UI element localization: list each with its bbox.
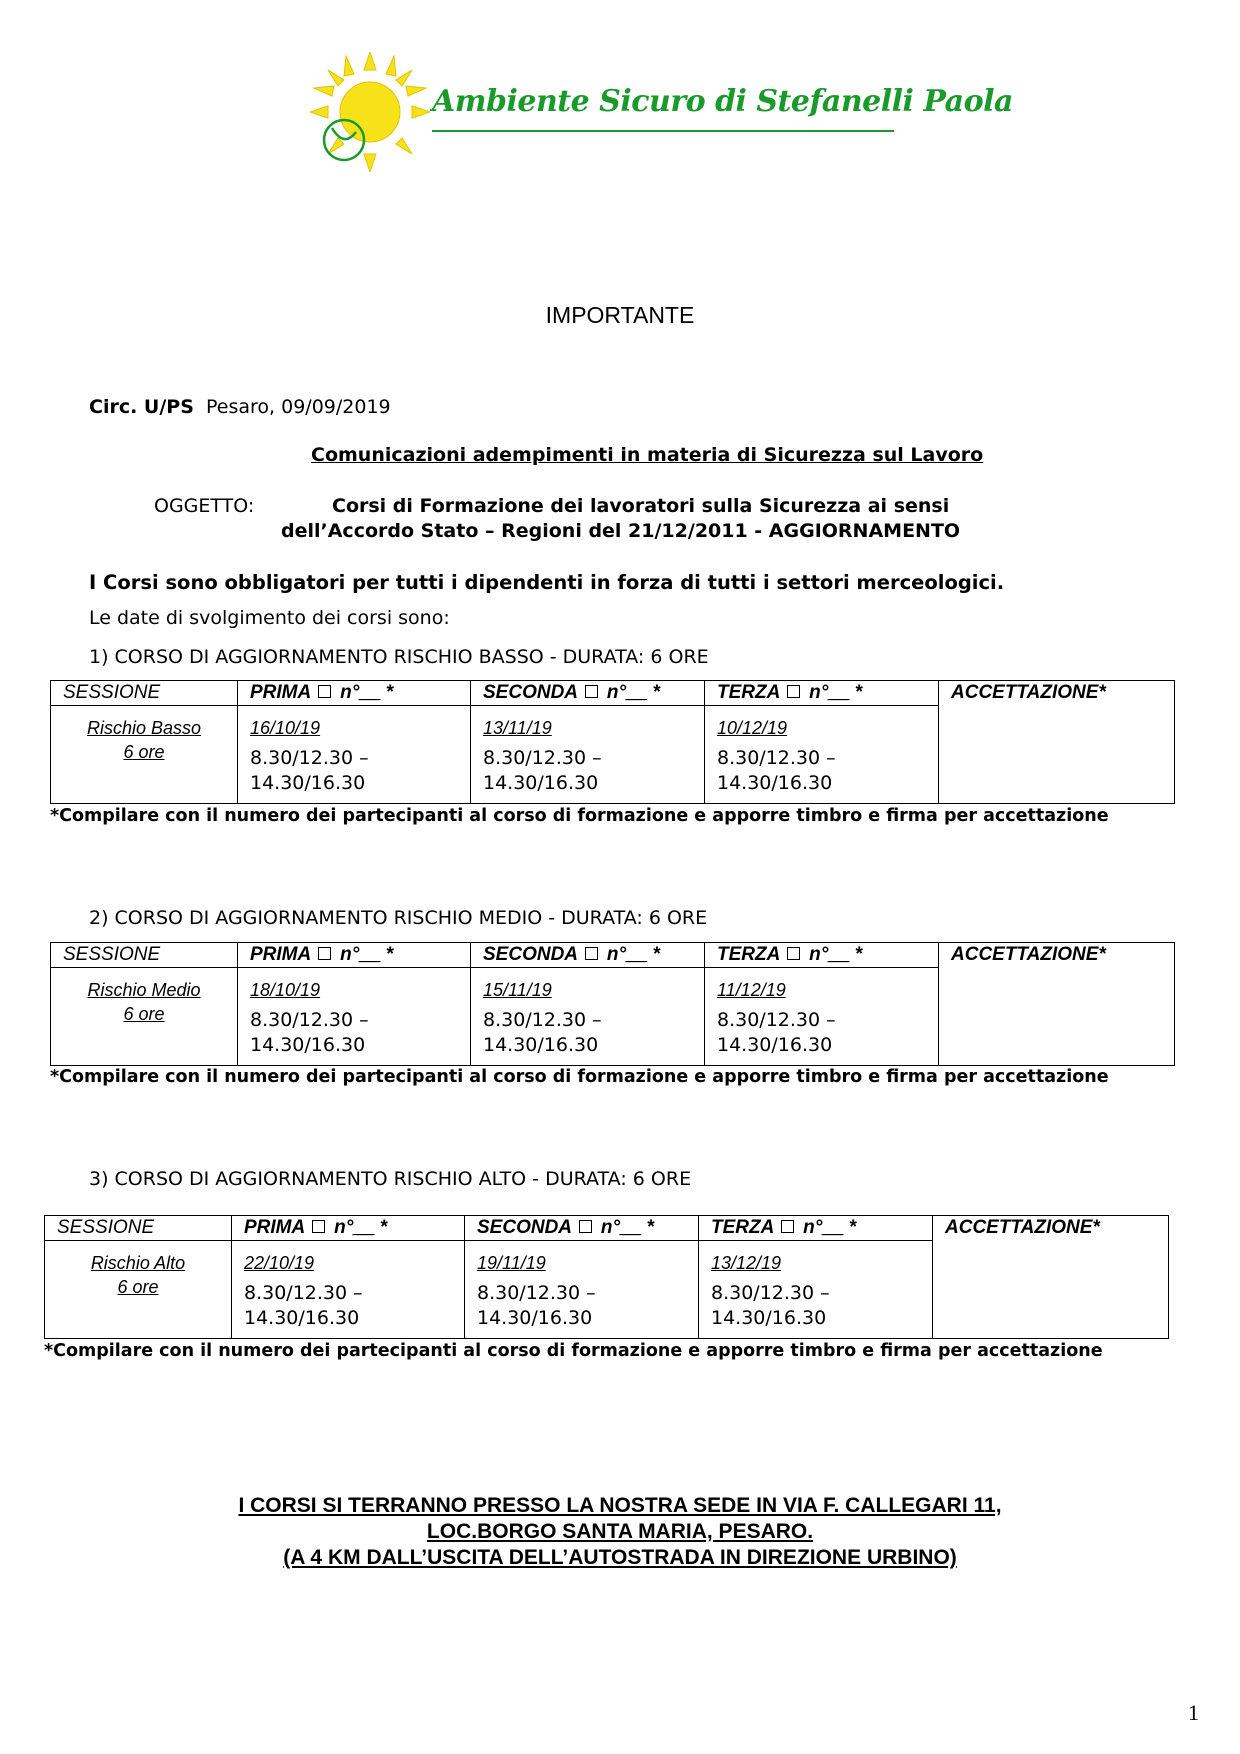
asterisk: * xyxy=(380,944,394,965)
page-number: 1 xyxy=(1188,1700,1199,1725)
header-label: SECONDA xyxy=(483,682,578,703)
asterisk: * xyxy=(374,1217,388,1238)
header-label: PRIMA xyxy=(250,944,311,965)
count-blank[interactable]: __ xyxy=(828,944,850,965)
header-third xyxy=(705,681,939,706)
obligatory-notice: I Corsi sono obbligatori per tutti i dipendenti in forza di tutti i settori merceologici. xyxy=(89,571,1005,594)
count-blank[interactable]: __ xyxy=(626,682,648,703)
sun-logo-icon xyxy=(310,52,430,172)
time-afternoon: 14.30/16.30 xyxy=(717,1034,833,1056)
time-afternoon: 14.30/16.30 xyxy=(250,1034,366,1056)
time-morning: 8.30/12.30 – xyxy=(250,1009,369,1031)
session-hours: 6 ore xyxy=(123,742,165,762)
header-label: TERZA xyxy=(717,682,780,703)
count-label: n° xyxy=(334,682,360,703)
header-label: SECONDA xyxy=(477,1217,572,1238)
session-cell xyxy=(51,968,238,1066)
acceptance-label: ACCETTAZIONE* xyxy=(951,682,1106,703)
time-morning: 8.30/12.30 – xyxy=(483,1009,602,1031)
count-blank[interactable]: __ xyxy=(359,682,381,703)
asterisk: * xyxy=(843,1217,857,1238)
course-date: 18/10/19 xyxy=(250,980,321,1000)
header-first xyxy=(238,681,471,706)
header-session: SESSIONE xyxy=(51,681,238,706)
course-schedule-table xyxy=(50,942,1175,1066)
time-afternoon: 14.30/16.30 xyxy=(711,1307,827,1329)
header-third xyxy=(699,1216,933,1241)
header-label: TERZA xyxy=(717,944,780,965)
course-date: 13/12/19 xyxy=(711,1253,782,1273)
footer-line-1: I CORSI SI TERRANNO PRESSO LA NOSTRA SEDE IN VIA F. CALLEGARI 11, xyxy=(238,1494,1002,1517)
count-label: n° xyxy=(595,1217,621,1238)
acceptance-label: ACCETTAZIONE* xyxy=(951,944,1106,965)
count-label: n° xyxy=(803,944,829,965)
footer-line-3: (A 4 KM DALL’USCITA DELL’AUTOSTRADA IN DIREZIONE URBINO) xyxy=(283,1546,957,1569)
date-cell xyxy=(471,706,705,804)
session-hours: 6 ore xyxy=(117,1277,159,1297)
count-blank[interactable]: __ xyxy=(626,944,648,965)
asterisk: * xyxy=(849,944,863,965)
header-session: SESSIONE xyxy=(51,943,238,968)
time-afternoon: 14.30/16.30 xyxy=(244,1307,360,1329)
session-name: Rischio Medio xyxy=(87,980,201,1000)
time-morning: 8.30/12.30 – xyxy=(250,747,369,769)
course-date: 19/11/19 xyxy=(477,1253,546,1273)
table-header-row xyxy=(51,943,1175,968)
subject-line-1: Corsi di Formazione dei lavoratori sulla Sicurezza ai sensi xyxy=(332,495,950,517)
header-second xyxy=(471,943,705,968)
course-date: 11/12/19 xyxy=(717,980,786,1000)
session-name: Rischio Basso xyxy=(86,718,202,738)
date-cell xyxy=(705,706,939,804)
checkbox-icon[interactable] xyxy=(781,1220,794,1233)
table-header-row xyxy=(45,1216,1169,1241)
count-blank[interactable]: __ xyxy=(359,944,381,965)
dates-intro: Le date di svolgimento dei corsi sono: xyxy=(89,607,450,629)
footer-line-2: LOC.BORGO SANTA MARIA, PESARO. xyxy=(426,1520,814,1543)
acceptance-note: *Compilare con il numero dei partecipanti al corso di formazione e apporre timbro e firma per accettazione xyxy=(50,1067,1109,1087)
count-label: n° xyxy=(601,682,627,703)
time-afternoon: 14.30/16.30 xyxy=(717,772,833,794)
count-blank[interactable]: __ xyxy=(822,1217,844,1238)
acceptance-label: ACCETTAZIONE* xyxy=(945,1217,1100,1238)
communication-heading: Comunicazioni adempimenti in materia di Sicurezza sul Lavoro xyxy=(311,444,984,466)
course-heading: 3) CORSO DI AGGIORNAMENTO RISCHIO ALTO - DURATA: 6 ORE xyxy=(89,1168,692,1190)
place-date: Pesaro, 09/09/2019 xyxy=(206,396,391,418)
time-afternoon: 14.30/16.30 xyxy=(483,772,599,794)
header-second xyxy=(465,1216,699,1241)
session-name: Rischio Alto xyxy=(90,1253,186,1273)
page-title: IMPORTANTE xyxy=(545,302,695,328)
date-cell xyxy=(705,968,939,1066)
header-acceptance[interactable] xyxy=(939,681,1175,804)
session-hours: 6 ore xyxy=(123,1004,165,1024)
header-label: TERZA xyxy=(711,1217,774,1238)
header-first xyxy=(238,943,471,968)
session-cell xyxy=(45,1241,232,1339)
checkbox-icon[interactable] xyxy=(312,1220,325,1233)
course-date: 22/10/19 xyxy=(244,1253,315,1273)
acceptance-note: *Compilare con il numero dei partecipanti al corso di formazione e apporre timbro e firma per accettazione xyxy=(44,1341,1103,1361)
header-second xyxy=(471,681,705,706)
header-third xyxy=(705,943,939,968)
course-date: 10/12/19 xyxy=(717,718,788,738)
count-blank[interactable]: __ xyxy=(620,1217,642,1238)
asterisk: * xyxy=(849,682,863,703)
date-cell xyxy=(238,968,471,1066)
subject-line-2: dell’Accordo Stato – Regioni del 21/12/2011 - AGGIORNAMENTO xyxy=(281,520,961,542)
course-schedule-table xyxy=(50,680,1175,804)
course-date: 15/11/19 xyxy=(483,980,552,1000)
time-morning: 8.30/12.30 – xyxy=(244,1282,363,1304)
count-blank[interactable]: __ xyxy=(828,682,850,703)
brand-underline xyxy=(432,130,894,132)
course-date: 13/11/19 xyxy=(483,718,552,738)
time-afternoon: 14.30/16.30 xyxy=(477,1307,593,1329)
count-label: n° xyxy=(601,944,627,965)
header-acceptance[interactable] xyxy=(939,943,1175,1066)
asterisk: * xyxy=(647,944,660,965)
checkbox-icon[interactable] xyxy=(787,947,800,960)
date-cell xyxy=(465,1241,699,1339)
time-afternoon: 14.30/16.30 xyxy=(483,1034,599,1056)
header-label: PRIMA xyxy=(244,1217,305,1238)
date-cell xyxy=(238,706,471,804)
checkbox-icon[interactable] xyxy=(318,685,331,698)
session-cell xyxy=(51,706,238,804)
time-afternoon: 14.30/16.30 xyxy=(250,772,366,794)
count-blank[interactable]: __ xyxy=(353,1217,375,1238)
checkbox-icon[interactable] xyxy=(579,1220,592,1233)
course-heading: 1) CORSO DI AGGIORNAMENTO RISCHIO BASSO - DURATA: 6 ORE xyxy=(89,646,709,668)
checkbox-icon[interactable] xyxy=(318,947,331,960)
table-header-row xyxy=(51,681,1175,706)
course-heading: 2) CORSO DI AGGIORNAMENTO RISCHIO MEDIO - DURATA: 6 ORE xyxy=(89,907,708,929)
date-cell xyxy=(471,968,705,1066)
header-session: SESSIONE xyxy=(45,1216,232,1241)
time-morning: 8.30/12.30 – xyxy=(483,747,602,769)
checkbox-icon[interactable] xyxy=(585,685,598,698)
time-morning: 8.30/12.30 – xyxy=(717,747,836,769)
count-label: n° xyxy=(803,682,829,703)
checkbox-icon[interactable] xyxy=(585,947,598,960)
circular-reference xyxy=(89,396,391,418)
count-label: n° xyxy=(328,1217,354,1238)
course-schedule-table xyxy=(44,1215,1169,1339)
asterisk: * xyxy=(380,682,394,703)
count-label: n° xyxy=(334,944,360,965)
time-morning: 8.30/12.30 – xyxy=(711,1282,830,1304)
header-acceptance[interactable] xyxy=(933,1216,1169,1339)
acceptance-note: *Compilare con il numero dei partecipanti al corso di formazione e apporre timbro e firma per accettazione xyxy=(50,806,1109,826)
date-cell xyxy=(699,1241,933,1339)
subject-label: OGGETTO: xyxy=(154,495,255,517)
asterisk: * xyxy=(647,682,660,703)
time-morning: 8.30/12.30 – xyxy=(717,1009,836,1031)
course-date: 16/10/19 xyxy=(250,718,321,738)
circular-code: Circ. U/PS xyxy=(89,396,194,418)
checkbox-icon[interactable] xyxy=(787,685,800,698)
header-first xyxy=(232,1216,465,1241)
header-label: PRIMA xyxy=(250,682,311,703)
header-label: SECONDA xyxy=(483,944,578,965)
count-label: n° xyxy=(797,1217,823,1238)
time-morning: 8.30/12.30 – xyxy=(477,1282,596,1304)
asterisk: * xyxy=(641,1217,654,1238)
date-cell xyxy=(232,1241,465,1339)
company-name: Ambiente Sicuro di Stefanelli Paola xyxy=(432,84,1013,119)
